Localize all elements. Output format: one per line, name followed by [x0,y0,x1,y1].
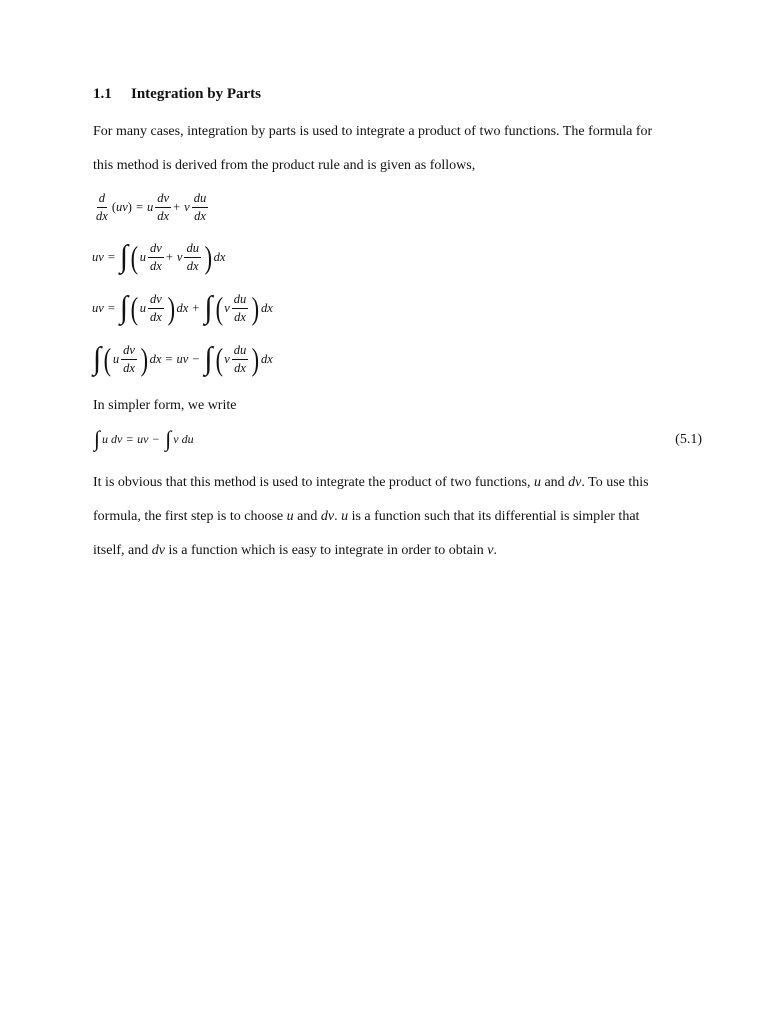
text-span: and [293,509,321,524]
text-span: It is obvious that this method is used to integrate the product of two functions, [93,475,534,490]
equation-integrate-both: uv = ∫ ( u $\frac{dv}{dx}$ + v $\frac{du}{dx}$ ) dx [92,239,226,275]
text-span: is a function which is easy to integrate in order to obtain [164,543,488,558]
math-v: v [487,543,494,558]
text-span: formula, the first step is to choose [93,509,287,524]
equation-product-rule: $\frac{d}{dx}$ ( uv ) = u $\frac{dv}{dx}$ + v $\frac{du}{dx}$ [96,191,207,223]
section-heading [93,86,261,103]
intro-line-1: For many cases, integration by parts is used to integrate a product of two functions. The formula for [93,124,653,139]
intro-line-2: this method is derived from the product rule and is given as follows, [93,158,476,173]
math-u: u [286,509,294,524]
math-dv: dv [568,475,582,490]
section-number: 1.1 [93,86,112,102]
math-u: u [341,509,349,524]
math-u: u [533,475,541,490]
text-span: . To use this [581,475,649,490]
text-span: . [334,509,342,524]
section-title: Integration by Parts [131,86,261,102]
math-dv: dv [320,509,335,524]
text-span: is a function such that its differential is simpler that [348,509,640,524]
simpler-form-text: In simpler form, we write [93,398,237,413]
math-dv: dv [151,543,165,558]
explanation-line-2 [93,509,705,525]
explanation-line-1 [93,475,705,491]
text-span: itself, and [93,543,152,558]
equation-integration-by-parts: ∫ u dv = uv − ∫ v du [94,426,194,451]
equation-rearranged: ∫ ( u $\frac{dv}{dx}$ ) dx = uv − ∫ ( v $\frac{du}{dx}$ ) dx [93,341,273,377]
equation-number: (5.1) [675,432,702,447]
text-span: and [540,475,569,490]
text-span: . [493,543,497,558]
explanation-line-3 [93,543,705,559]
equation-split-integral: uv = ∫ ( u $\frac{dv}{dx}$ ) dx + ∫ ( v $\frac{du}{dx}$ ) dx [92,290,273,326]
